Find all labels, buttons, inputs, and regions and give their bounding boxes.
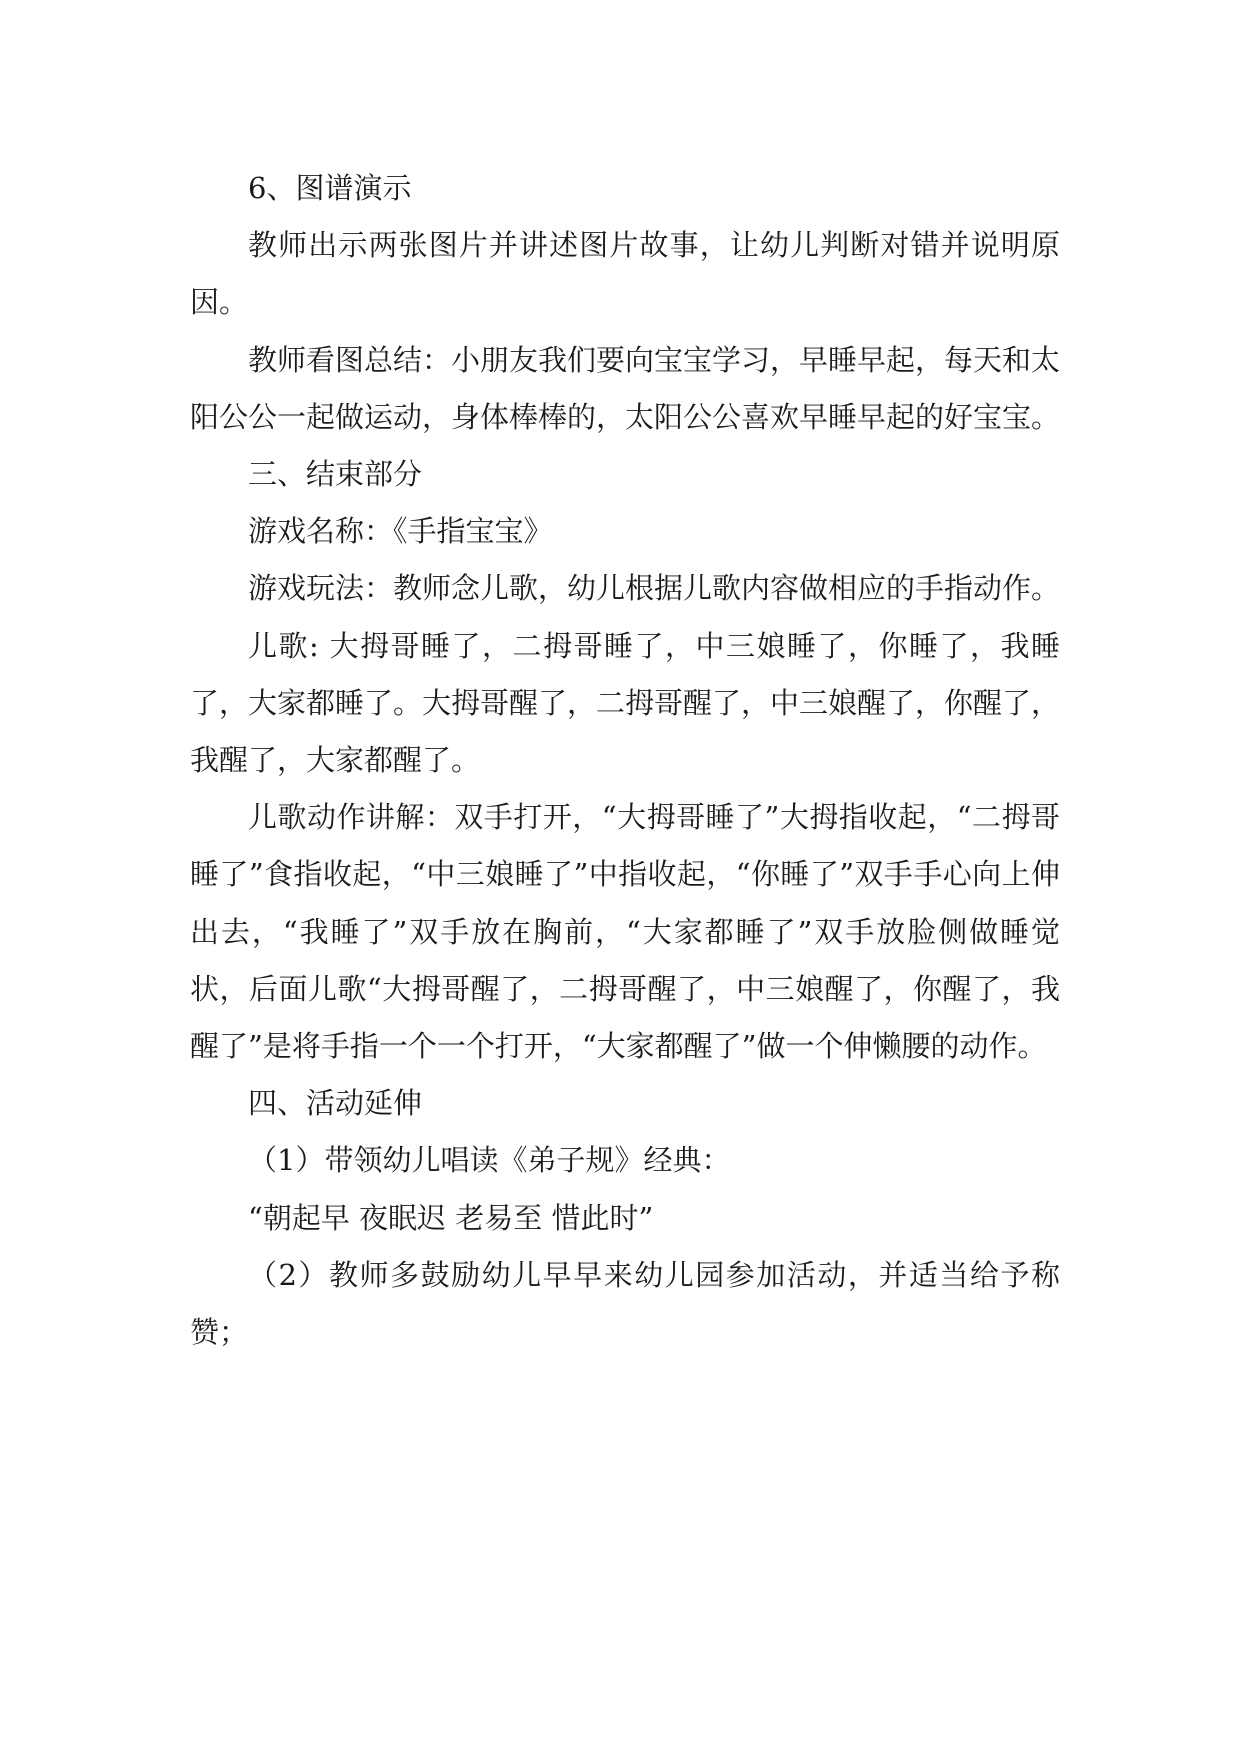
paragraph: “朝起早 夜眠迟 老易至 惜此时” [248, 1200, 654, 1235]
paragraph: 教师出示两张图片并讲述图片故事，让幼儿判断对错并说明原因。 [190, 228, 1060, 320]
document-body [190, 160, 1060, 1361]
section-heading-diagram-demo: 6、图谱演示 [248, 171, 412, 205]
section-heading-extension: 四、活动延伸 [248, 1086, 423, 1121]
paragraph: 儿歌: 大拇哥睡了，二拇哥睡了，中三娘睡了，你睡了，我睡了，大家都睡了。大拇哥醒了，二拇哥醒了，中三娘醒了，你醒了，我醒了，大家都醒了。 [190, 628, 1061, 778]
paragraph: 教师看图总结：小朋友我们要向宝宝学习，早睡早起，每天和太阳公公一起做运动，身体棒棒的，太阳公公喜欢早睡早起的好宝宝。 [190, 342, 1061, 434]
paragraph: 游戏玩法：教师念儿歌，幼儿根据儿歌内容做相应的手指动作。 [248, 571, 1061, 606]
paragraph: 游戏名称：《手指宝宝》 [248, 514, 553, 549]
section-heading-ending: 三、结束部分 [248, 457, 423, 492]
paragraph: 儿歌动作讲解：双手打开，“大拇哥睡了”大拇指收起，“二拇哥睡了”食指收起，“中三娘睡了”中指收起，“你睡了”双手手心向上伸出去，“我睡了”双手放在胸前，“大家都睡了”双手放脸侧做睡觉状，后面儿歌“大拇哥醒了，二拇哥醒了，中三娘醒了，你醒了，我醒了”是将手指一个一个打开，“大家都醒了”做一个伸懒腰的动作。 [190, 800, 1060, 1064]
paragraph: （2）教师多鼓励幼儿早早来幼儿园参加活动，并适当给予称赞； [190, 1257, 1060, 1350]
paragraph: （1）带领幼儿唱读《弟子规》经典： [248, 1143, 731, 1178]
